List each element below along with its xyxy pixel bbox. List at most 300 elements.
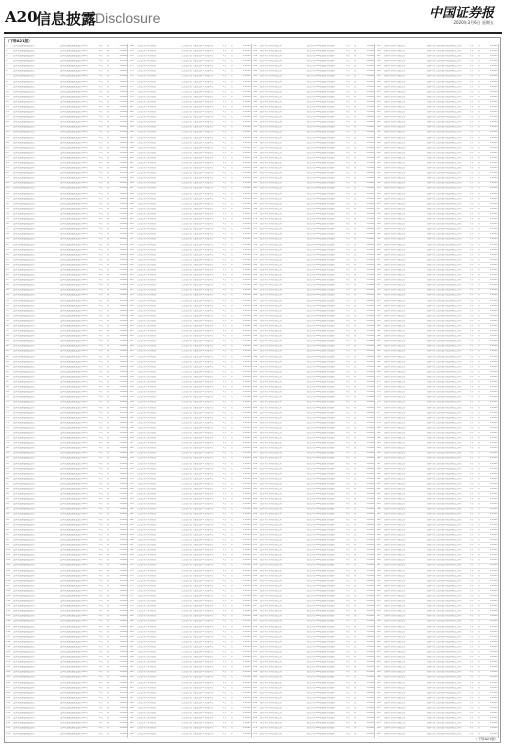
table-cell: A类 bbox=[99, 233, 103, 236]
table-cell: 414 bbox=[253, 437, 258, 440]
table-cell: 1.0000 bbox=[489, 549, 498, 552]
table-cell: C类 bbox=[346, 564, 350, 567]
table-cell: 份 bbox=[477, 162, 480, 164]
table-cell: 份 bbox=[477, 340, 480, 343]
table-cell: 汇添富基金管理股份 bbox=[136, 360, 157, 363]
table-cell: 招商中证白酒指数分级证券投资基金 bbox=[427, 60, 462, 63]
table-cell: 584 bbox=[376, 447, 381, 450]
table-cell: 富国天惠精选成长混合 bbox=[13, 289, 35, 292]
table-cell: 230 bbox=[129, 355, 134, 358]
table-cell: 嘉实基金管理有限公司 bbox=[260, 335, 282, 338]
table-cell: 1.0000 bbox=[119, 727, 127, 730]
table-cell: A类 bbox=[469, 579, 474, 582]
table-cell: 1.0000 bbox=[119, 156, 127, 159]
table-cell: 618 bbox=[376, 620, 381, 623]
table-cell: 1.0000 bbox=[119, 681, 127, 684]
table-cell: 33 bbox=[6, 207, 9, 210]
table-cell: 290 bbox=[129, 661, 134, 664]
table-cell: 103 bbox=[6, 564, 11, 567]
table-cell: 汇添富中证主要消费ETF联接基金 bbox=[181, 136, 214, 139]
table-cell: 1.0000 bbox=[242, 620, 251, 623]
table-cell: 汇添富中证主要消费ETF联接基金 bbox=[181, 416, 214, 419]
table-cell: 汇添富中证主要消费ETF联接基金 bbox=[181, 447, 214, 450]
table-cell: 1.0000 bbox=[489, 197, 498, 200]
table-cell: 432 bbox=[253, 528, 258, 531]
table-cell: 嘉实沪深300指数研究增强型 bbox=[306, 55, 336, 58]
table-cell: A类 bbox=[222, 594, 227, 597]
table-cell: 175 bbox=[129, 75, 134, 78]
table-cell: 268 bbox=[129, 549, 134, 552]
table-cell: A类 bbox=[469, 503, 474, 506]
table-cell: 1.0000 bbox=[489, 274, 498, 277]
table-cell: 招商基金管理有限公司 bbox=[383, 95, 406, 98]
table-cell: A类 bbox=[99, 630, 103, 633]
table-cell: 1.0000 bbox=[119, 248, 127, 251]
table-cell: 373 bbox=[253, 228, 258, 231]
table-cell: A类 bbox=[469, 314, 474, 317]
table-cell: A类 bbox=[99, 284, 103, 287]
table-cell: 1.0000 bbox=[119, 314, 127, 317]
table-cell: 1.0000 bbox=[119, 202, 127, 205]
table-cell: 富国天惠精选成长混合(LOF) bbox=[60, 212, 88, 215]
table-cell: 340 bbox=[253, 60, 258, 63]
table-cell: A类 bbox=[222, 177, 227, 180]
table-cell: 汇添富基金管理股份 bbox=[136, 411, 157, 414]
table-cell: 1.0000 bbox=[119, 523, 127, 526]
table-cell: 份 bbox=[107, 661, 110, 664]
table-cell: 1.0000 bbox=[489, 610, 498, 613]
table-cell: 1.0000 bbox=[489, 722, 498, 725]
table-cell: 1.0000 bbox=[366, 406, 374, 409]
table-cell: 份 bbox=[477, 396, 480, 399]
table-cell: 220 bbox=[129, 304, 134, 307]
table-cell: 366 bbox=[253, 192, 258, 195]
table-cell: 嘉实基金管理有限公司 bbox=[260, 518, 282, 521]
table-cell: 348 bbox=[253, 100, 258, 103]
table-cell: 1.0000 bbox=[489, 319, 498, 322]
table-cell: 1.0000 bbox=[366, 100, 374, 103]
table-cell: 富国天惠精选成长混合(LOF) bbox=[60, 518, 88, 521]
table-cell: 汇添富基金管理股份 bbox=[136, 212, 157, 215]
table-cell: 份 bbox=[477, 513, 480, 516]
table-cell: 370 bbox=[253, 212, 258, 215]
table-cell: 份 bbox=[107, 360, 110, 363]
table-cell: C类 bbox=[346, 488, 350, 490]
table-cell: 嘉实沪深300指数研究增强型 bbox=[306, 141, 336, 144]
table-cell: 569 bbox=[376, 370, 381, 373]
table-cell: A类 bbox=[222, 676, 227, 679]
table-cell: 招商中证白酒指数分级证券投资基金 bbox=[427, 493, 462, 496]
table-cell: 1.0000 bbox=[242, 187, 251, 190]
table-cell: 招商基金管理有限公司 bbox=[383, 345, 406, 348]
table-cell: 嘉实沪深300指数研究增强型 bbox=[306, 289, 336, 292]
table-cell: 109 bbox=[6, 594, 11, 597]
table-cell: 汇添富中证主要消费ETF联接基金 bbox=[181, 594, 214, 597]
table-cell: 招商中证白酒指数分级证券投资基金 bbox=[427, 544, 462, 547]
table-cell: 嘉实沪深300指数研究增强型 bbox=[306, 584, 336, 587]
table-cell: 汇添富中证主要消费ETF联接基金 bbox=[181, 712, 214, 715]
table-cell: 富国天惠精选成长混合 bbox=[13, 503, 35, 506]
table-cell: 富国天惠精选成长混合 bbox=[13, 187, 35, 190]
table-cell: 份 bbox=[354, 518, 357, 521]
table-cell: 招商基金管理有限公司 bbox=[383, 304, 406, 307]
table-cell: 467 bbox=[253, 707, 258, 710]
table-cell: 1.0000 bbox=[242, 340, 251, 343]
table-cell: 1.0000 bbox=[489, 452, 498, 455]
table-cell: 1.0000 bbox=[366, 554, 374, 557]
table-cell: 富国天惠精选成长混合 bbox=[13, 55, 35, 58]
table-cell: 份 bbox=[107, 538, 110, 541]
table-cell: 富国天惠精选成长混合 bbox=[13, 111, 35, 114]
table-cell: A类 bbox=[469, 345, 474, 348]
table-cell: C类 bbox=[346, 498, 350, 501]
table-cell: 汇添富中证主要消费ETF联接基金 bbox=[181, 202, 214, 205]
table-cell: A类 bbox=[469, 304, 474, 307]
table-cell: 份 bbox=[477, 116, 480, 119]
table-cell: C类 bbox=[346, 75, 350, 78]
table-cell: 嘉实沪深300指数研究增强型 bbox=[306, 386, 336, 389]
table-cell: 汇添富中证主要消费ETF联接基金 bbox=[181, 391, 214, 394]
table-cell: 份 bbox=[477, 263, 480, 266]
table-cell: A类 bbox=[469, 151, 474, 154]
table-cell: 份 bbox=[107, 472, 110, 475]
table-cell: 224 bbox=[129, 325, 134, 327]
table-cell: 份 bbox=[477, 151, 480, 154]
table-cell: 42 bbox=[6, 253, 9, 256]
table-cell: 汇添富中证主要消费ETF联接基金 bbox=[181, 528, 214, 531]
table-cell: 1.0000 bbox=[366, 274, 374, 277]
table-cell: 嘉实基金管理有限公司 bbox=[260, 559, 282, 562]
table-cell: 1.0000 bbox=[119, 330, 127, 333]
table-cell: A类 bbox=[99, 386, 103, 389]
table-cell: 招商中证白酒指数分级证券投资基金 bbox=[427, 549, 462, 552]
table-cell: 份 bbox=[477, 274, 480, 277]
table-cell: 汇添富中证主要消费ETF联接基金 bbox=[181, 396, 214, 399]
table-cell: 6 bbox=[6, 70, 8, 73]
table-cell: 招商基金管理有限公司 bbox=[383, 615, 406, 618]
table-cell: 份 bbox=[477, 712, 480, 715]
table-cell: 富国天惠精选成长混合(LOF) bbox=[60, 258, 88, 261]
table-cell: 富国天惠精选成长混合(LOF) bbox=[60, 162, 88, 164]
table-cell: 富国天惠精选成长混合 bbox=[13, 589, 35, 592]
table-cell: 份 bbox=[354, 218, 357, 221]
table-cell: 294 bbox=[129, 681, 134, 684]
table-cell: 359 bbox=[253, 156, 258, 159]
table-cell: 富国天惠精选成长混合 bbox=[13, 620, 35, 623]
table-cell: 份 bbox=[107, 131, 110, 134]
table-cell: 富国天惠精选成长混合(LOF) bbox=[60, 635, 88, 638]
table-cell: 份 bbox=[354, 136, 357, 139]
table-cell: 1.0000 bbox=[366, 401, 374, 404]
table-cell: 1.0000 bbox=[119, 416, 127, 419]
table-cell: C类 bbox=[346, 528, 350, 531]
table-cell: 招商中证白酒指数分级证券投资基金 bbox=[427, 482, 462, 485]
table-cell: 1.0000 bbox=[366, 549, 374, 552]
table-cell: 份 bbox=[477, 579, 480, 582]
table-cell: 汇添富基金管理股份 bbox=[136, 75, 157, 78]
table-cell: 份 bbox=[107, 207, 110, 210]
table-cell: 1.0000 bbox=[366, 330, 374, 333]
table-cell: 富国天惠精选成长混合(LOF) bbox=[60, 727, 88, 730]
table-cell: C类 bbox=[346, 207, 350, 210]
table-cell: C类 bbox=[346, 44, 350, 47]
table-cell: 份 bbox=[230, 319, 233, 322]
table-cell: 383 bbox=[253, 279, 258, 282]
table-cell: 589 bbox=[376, 472, 381, 475]
table-cell: 409 bbox=[253, 411, 258, 414]
table-cell: A类 bbox=[99, 671, 103, 674]
table-cell: A类 bbox=[99, 299, 103, 302]
table-cell: 招商基金管理有限公司 bbox=[383, 630, 406, 633]
table-cell: 份 bbox=[107, 559, 110, 562]
table-cell: 份 bbox=[107, 645, 110, 648]
table-cell: 份 bbox=[477, 381, 480, 384]
table-cell: A类 bbox=[222, 651, 227, 653]
table-cell: 汇添富基金管理股份 bbox=[136, 661, 157, 664]
table-cell: 汇添富基金管理股份 bbox=[136, 625, 157, 628]
table-cell: A类 bbox=[469, 696, 474, 699]
table-cell: 135 bbox=[6, 727, 11, 730]
table-cell: A类 bbox=[469, 192, 474, 195]
table-cell: C类 bbox=[346, 635, 350, 638]
table-cell: 富国天惠精选成长混合 bbox=[13, 90, 35, 93]
table-cell: A类 bbox=[99, 493, 103, 496]
table-cell: 231 bbox=[129, 360, 134, 363]
table-cell: 1.0000 bbox=[489, 304, 498, 307]
table-cell: A类 bbox=[222, 111, 227, 114]
table-cell: 招商基金管理有限公司 bbox=[383, 406, 406, 409]
table-cell: 1.0000 bbox=[366, 80, 374, 83]
table-cell: 417 bbox=[253, 452, 258, 455]
table-cell: 嘉实沪深300指数研究增强型 bbox=[306, 727, 336, 730]
table-cell: 1.0000 bbox=[119, 630, 127, 633]
table-cell: 份 bbox=[477, 146, 480, 149]
table-cell: 1.0000 bbox=[119, 370, 127, 373]
table-cell: A类 bbox=[469, 640, 474, 643]
table-cell: A类 bbox=[99, 717, 103, 720]
table-cell: 份 bbox=[477, 467, 480, 470]
table-cell: 1.0000 bbox=[489, 574, 498, 577]
table-cell: A类 bbox=[99, 228, 103, 231]
table-cell: 富国天惠精选成长混合 bbox=[13, 452, 35, 455]
table-cell: 81 bbox=[6, 452, 9, 455]
table-cell: 1.0000 bbox=[366, 391, 374, 394]
table-cell: 富国天惠精选成长混合(LOF) bbox=[60, 442, 88, 445]
table-cell: A类 bbox=[469, 498, 474, 501]
table-cell: 份 bbox=[230, 518, 233, 521]
table-cell: 汇添富基金管理股份 bbox=[136, 391, 157, 394]
table-cell: 汇添富基金管理股份 bbox=[136, 345, 157, 348]
table-cell: 招商基金管理有限公司 bbox=[383, 533, 406, 536]
table-cell: 嘉实沪深300指数研究增强型 bbox=[306, 686, 336, 689]
table-cell: 354 bbox=[253, 131, 258, 134]
table-cell: 259 bbox=[129, 503, 134, 506]
table-cell: 1.0000 bbox=[242, 528, 251, 531]
table-cell: 嘉实基金管理有限公司 bbox=[260, 498, 282, 501]
table-cell: 嘉实基金管理有限公司 bbox=[260, 554, 282, 557]
table-cell: 1.0000 bbox=[366, 258, 374, 261]
table-cell: 58 bbox=[6, 335, 9, 338]
table-cell: 富国天惠精选成长混合 bbox=[13, 691, 35, 694]
table-cell: 86 bbox=[6, 477, 9, 480]
table-cell: C类 bbox=[346, 167, 350, 170]
table-cell: 1.0000 bbox=[119, 141, 127, 144]
table-cell: 份 bbox=[107, 218, 110, 221]
table-cell: 富国天惠精选成长混合 bbox=[13, 498, 35, 501]
table-cell: 汇添富中证主要消费ETF联接基金 bbox=[181, 615, 214, 618]
table-cell: 212 bbox=[129, 263, 134, 266]
table-cell: 636 bbox=[376, 712, 381, 715]
table-cell: 1.0000 bbox=[119, 263, 127, 266]
table-cell: 富国天惠精选成长混合 bbox=[13, 44, 35, 47]
table-cell: 份 bbox=[107, 615, 110, 618]
table-cell: A类 bbox=[99, 645, 103, 648]
table-cell: 份 bbox=[107, 416, 110, 419]
table-cell: 汇添富中证主要消费ETF联接基金 bbox=[181, 314, 214, 317]
table-cell: C类 bbox=[346, 325, 350, 327]
table-cell: 1.0000 bbox=[242, 228, 251, 231]
table-cell: 218 bbox=[129, 294, 134, 297]
table-cell: 1.0000 bbox=[366, 452, 374, 455]
table-cell: 1.0000 bbox=[242, 202, 251, 205]
table-cell: 份 bbox=[230, 707, 233, 710]
table-cell: 富国天惠精选成长混合 bbox=[13, 95, 35, 98]
table-cell: 招商中证白酒指数分级证券投资基金 bbox=[427, 330, 462, 333]
table-cell: 1.0000 bbox=[366, 482, 374, 485]
table-cell: 1.0000 bbox=[366, 533, 374, 536]
table-cell: 份 bbox=[354, 335, 357, 338]
table-cell: 汇添富中证主要消费ETF联接基金 bbox=[181, 676, 214, 679]
table-cell: 38 bbox=[6, 233, 9, 236]
table-cell: 富国天惠精选成长混合(LOF) bbox=[60, 579, 88, 582]
table-cell: 1.0000 bbox=[242, 350, 251, 353]
table-cell: 富国天惠精选成长混合 bbox=[13, 701, 35, 704]
table-cell: 630 bbox=[376, 681, 381, 684]
table-cell: 汇添富基金管理股份 bbox=[136, 146, 157, 149]
table-cell: 份 bbox=[477, 80, 480, 83]
table-cell: 273 bbox=[129, 574, 134, 577]
table-cell: 1.0000 bbox=[489, 594, 498, 597]
table-cell: 份 bbox=[354, 416, 357, 419]
table-cell: 1.0000 bbox=[489, 431, 498, 434]
table-cell: 份 bbox=[230, 44, 233, 47]
table-cell: 份 bbox=[230, 218, 233, 221]
table-cell: A类 bbox=[99, 60, 103, 63]
table-cell: 1.0000 bbox=[489, 253, 498, 256]
table-cell: 1.0000 bbox=[119, 518, 127, 521]
table-cell: 招商中证白酒指数分级证券投资基金 bbox=[427, 95, 462, 98]
table-cell: C类 bbox=[346, 197, 350, 200]
table-cell: 汇添富基金管理股份 bbox=[136, 712, 157, 715]
table-cell: C类 bbox=[346, 401, 350, 404]
table-cell: 份 bbox=[477, 365, 480, 368]
table-cell: 招商中证白酒指数分级证券投资基金 bbox=[427, 508, 462, 511]
table-cell: 1.0000 bbox=[242, 589, 251, 592]
table-cell: 份 bbox=[230, 452, 233, 455]
table-cell: 1.0000 bbox=[119, 233, 127, 236]
table-cell: 汇添富中证主要消费ETF联接基金 bbox=[181, 411, 214, 414]
table-cell: A类 bbox=[222, 421, 227, 424]
table-cell: 225 bbox=[129, 330, 134, 333]
table-cell: 嘉实基金管理有限公司 bbox=[260, 610, 282, 613]
table-cell: 汇添富中证主要消费ETF联接基金 bbox=[181, 146, 214, 149]
table-cell: 51 bbox=[6, 299, 9, 302]
table-cell: 份 bbox=[477, 620, 480, 623]
table-cell: 份 bbox=[107, 707, 110, 710]
table-cell: 349 bbox=[253, 105, 258, 108]
table-cell: 1.0000 bbox=[489, 411, 498, 414]
table-cell: C类 bbox=[346, 156, 350, 159]
table-cell: C类 bbox=[346, 85, 350, 88]
table-cell: 1.0000 bbox=[489, 289, 498, 292]
table-cell: 嘉实基金管理有限公司 bbox=[260, 370, 282, 373]
table-cell: 富国天惠精选成长混合(LOF) bbox=[60, 594, 88, 597]
table-cell: 份 bbox=[107, 182, 110, 185]
table-cell: 份 bbox=[107, 605, 110, 608]
table-cell: 1.0000 bbox=[489, 80, 498, 83]
table-cell: 13 bbox=[6, 105, 9, 108]
table-cell: 嘉实基金管理有限公司 bbox=[260, 294, 282, 297]
table-cell: 富国天惠精选成长混合 bbox=[13, 151, 35, 154]
table-cell: 1.0000 bbox=[242, 488, 251, 490]
table-cell: 1.0000 bbox=[119, 228, 127, 231]
table-cell: 嘉实基金管理有限公司 bbox=[260, 437, 282, 440]
table-cell: 富国天惠精选成长混合 bbox=[13, 49, 35, 52]
table-cell: 份 bbox=[107, 554, 110, 557]
table-cell: A类 bbox=[99, 442, 103, 445]
table-cell: A类 bbox=[469, 172, 474, 175]
table-cell: 份 bbox=[107, 375, 110, 378]
table-cell: 份 bbox=[107, 681, 110, 684]
table-cell: 嘉实基金管理有限公司 bbox=[260, 544, 282, 547]
table-cell: 1.0000 bbox=[119, 498, 127, 501]
table-cell: 份 bbox=[107, 457, 110, 460]
table-cell: 招商基金管理有限公司 bbox=[383, 707, 406, 710]
table-cell: 汇添富基金管理股份 bbox=[136, 681, 157, 684]
table-cell: 份 bbox=[477, 141, 480, 144]
table-cell: 份 bbox=[230, 661, 233, 664]
table-cell: 132 bbox=[6, 712, 11, 715]
table-cell: 汇添富中证主要消费ETF联接基金 bbox=[181, 162, 214, 164]
table-cell: 招商中证白酒指数分级证券投资基金 bbox=[427, 274, 462, 277]
table-cell: 19 bbox=[6, 136, 9, 139]
table-cell: 汇添富中证主要消费ETF联接基金 bbox=[181, 309, 214, 312]
table-cell: 份 bbox=[230, 600, 233, 603]
table-cell: 187 bbox=[129, 136, 134, 139]
table-cell: 招商基金管理有限公司 bbox=[383, 253, 406, 256]
table-cell: 455 bbox=[253, 645, 258, 648]
table-cell: 份 bbox=[230, 182, 233, 185]
table-cell: 191 bbox=[129, 156, 134, 159]
table-cell: 嘉实沪深300指数研究增强型 bbox=[306, 136, 336, 139]
table-cell: A类 bbox=[99, 722, 103, 725]
table-cell: 招商中证白酒指数分级证券投资基金 bbox=[427, 350, 462, 353]
table-cell: 富国天惠精选成长混合 bbox=[13, 263, 35, 266]
table-cell: 203 bbox=[129, 218, 134, 221]
table-cell: 1.0000 bbox=[366, 630, 374, 633]
table-cell: 份 bbox=[354, 559, 357, 562]
table-cell: A类 bbox=[222, 90, 227, 93]
table-cell: 76 bbox=[6, 426, 9, 429]
table-cell: 份 bbox=[354, 493, 357, 496]
table-cell: 汇添富中证主要消费ETF联接基金 bbox=[181, 437, 214, 440]
table-cell: 1.0000 bbox=[366, 523, 374, 526]
table-cell: 170 bbox=[129, 49, 134, 52]
table-cell: 富国天惠精选成长混合(LOF) bbox=[60, 554, 88, 557]
table-cell: 1.0000 bbox=[489, 523, 498, 526]
table-cell: 招商中证白酒指数分级证券投资基金 bbox=[427, 207, 462, 210]
table-cell: 1.0000 bbox=[366, 65, 374, 68]
